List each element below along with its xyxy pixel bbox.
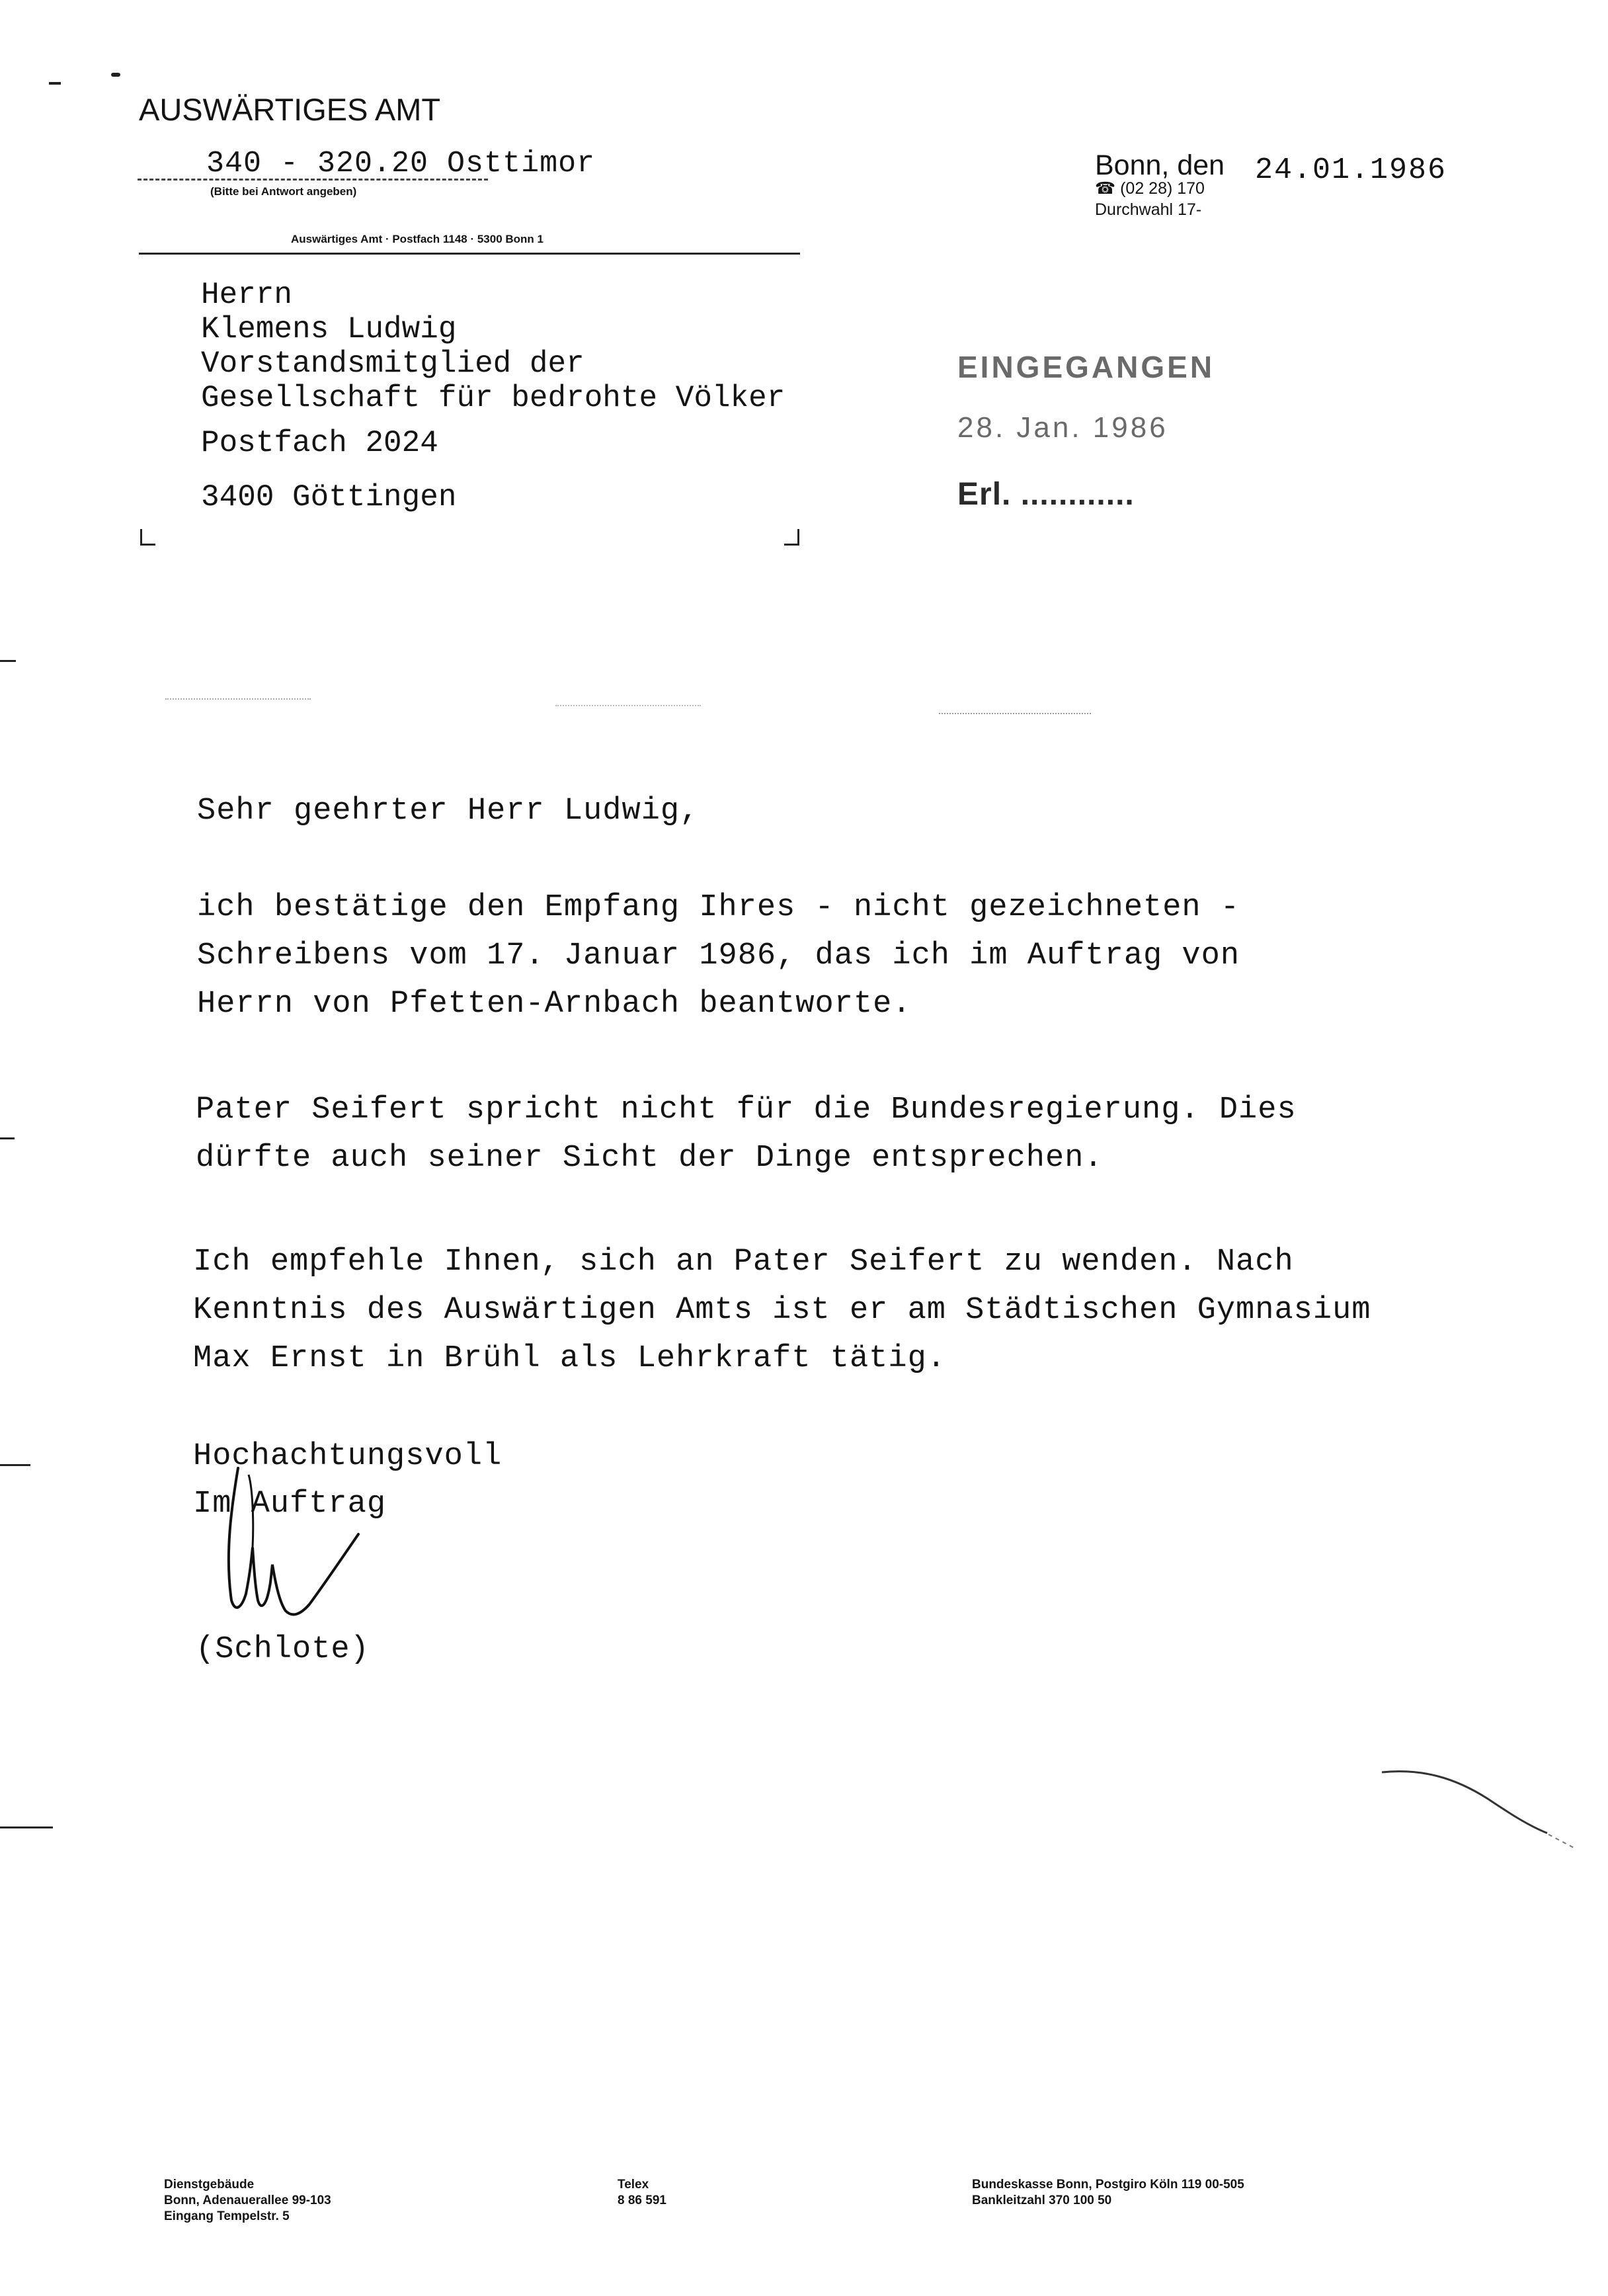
recipient-address (201, 278, 785, 514)
signature (212, 1448, 383, 1640)
punch-mark-1 (0, 660, 16, 662)
footer-building-address: Bonn, Adenauerallee 99-103 (164, 2194, 331, 2207)
fold-mark-top (49, 82, 61, 85)
agency-name: AUSWÄRTIGES AMT (139, 92, 441, 127)
address-corner-right (784, 529, 799, 546)
recipient-salutation-line: Herrn (201, 278, 293, 312)
letter-date: 24.01.1986 (1255, 153, 1447, 187)
paragraph-2-line: Pater Seifert spricht nicht für die Bundesregierung. Dies (196, 1092, 1297, 1128)
punch-mark-3 (0, 1464, 30, 1466)
footer-building-label: Dienstgebäude (164, 2178, 255, 2192)
paragraph-3-line: Ich empfehle Ihnen, sich an Pater Seifert zu wenden. Nach (193, 1245, 1294, 1280)
stamp-done: Erl. ............ (957, 477, 1135, 512)
closing: Hochachtungsvoll (193, 1439, 502, 1474)
reference-number: 340 - 320.20 Osttimor (206, 147, 596, 181)
paragraph-3-line: Kenntnis des Auswärtigen Amts ist er am Städtischen Gymnasium (193, 1293, 1371, 1328)
reference-field (138, 147, 596, 181)
recipient-name: Klemens Ludwig (201, 312, 457, 347)
address-window-rule (139, 253, 800, 255)
punch-mark-2 (0, 1137, 15, 1139)
recipient-organisation: Gesellschaft für bedrohte Völker (201, 381, 785, 415)
place-label: Bonn, den (1095, 149, 1225, 181)
stamp-date: 28. Jan. 1986 (957, 411, 1168, 444)
paragraph-3-line: Max Ernst in Brühl als Lehrkraft tätig. (193, 1341, 946, 1376)
paragraph-1-line: Schreibens vom 17. Januar 1986, das ich im Auftrag von (197, 938, 1240, 973)
on-behalf: Im Auftrag (193, 1487, 387, 1522)
paragraph-1-line: Herrn von Pfetten-Arnbach beantworte. (197, 987, 912, 1022)
signer-name: (Schlote) (196, 1632, 370, 1667)
paragraph-1 (197, 883, 1240, 1028)
footer-telex (618, 2177, 666, 2209)
punch-mark-4 (0, 1826, 53, 1828)
paragraph-3 (193, 1238, 1371, 1383)
salutation: Sehr geehrter Herr Ludwig, (197, 794, 700, 829)
phone-extension: Durchwahl 17- (1095, 200, 1202, 219)
fold-mark-top-dot (111, 73, 120, 77)
recipient-position: Vorstandsmitglied der (201, 347, 584, 381)
footer-telex-label: Telex (618, 2178, 649, 2192)
recipient-po-box: Postfach 2024 (201, 426, 438, 460)
footer-building-entrance: Eingang Tempelstr. 5 (164, 2209, 290, 2223)
received-stamp (957, 349, 1215, 534)
paragraph-2 (196, 1086, 1297, 1182)
paragraph-2-line: dürfte auch seiner Sicht der Dinge entsprechen. (196, 1141, 1104, 1176)
return-address: Auswärtiges Amt · Postfach 1148 · 5300 Bonn 1 (291, 233, 543, 245)
footer-bank-account: Bundeskasse Bonn, Postgiro Köln 119 00-505 (972, 2178, 1244, 2192)
scan-noise (939, 713, 1091, 714)
recipient-city: 3400 Göttingen (201, 480, 457, 514)
phone-number: ☎ (02 28) 170 (1095, 179, 1205, 198)
paragraph-1-line: ich bestätige den Empfang Ihres - nicht gezeichneten - (197, 890, 1240, 925)
scan-noise (555, 705, 701, 706)
footer-bank (972, 2177, 1244, 2209)
footer-bank-code: Bankleitzahl 370 100 50 (972, 2194, 1112, 2207)
address-corner-left (140, 529, 155, 546)
reference-note: (Bitte bei Antwort angeben) (210, 185, 357, 198)
stamp-received: EINGEGANGEN (957, 350, 1215, 384)
scan-noise (165, 698, 311, 700)
footer-building (164, 2177, 331, 2225)
stray-stroke (1375, 1759, 1587, 1865)
footer-telex-number: 8 86 591 (618, 2194, 666, 2207)
